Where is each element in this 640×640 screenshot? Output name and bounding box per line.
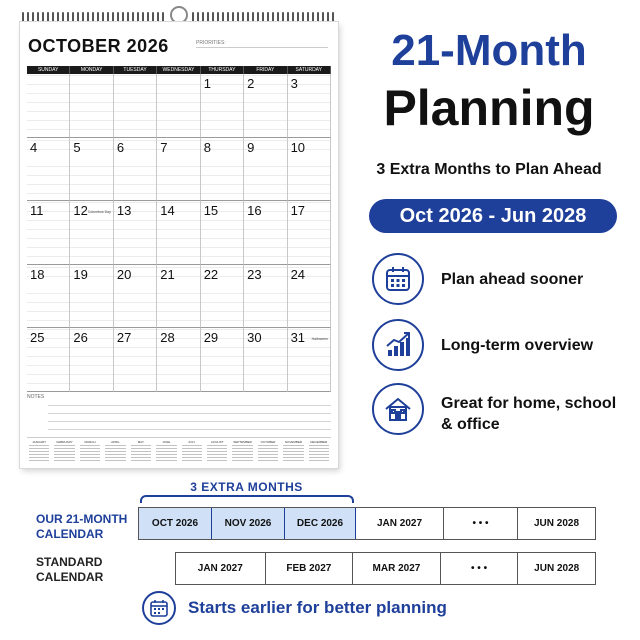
mini-month-days bbox=[232, 445, 252, 461]
month-cell: • • • bbox=[441, 553, 519, 584]
mini-month bbox=[307, 440, 331, 464]
mini-month-days bbox=[182, 445, 202, 461]
mini-month bbox=[205, 440, 229, 464]
day-number: 6 bbox=[116, 139, 125, 155]
extra-months-bracket bbox=[140, 495, 354, 503]
weekday-label: SATURDAY bbox=[288, 66, 331, 74]
day-number: 29 bbox=[203, 330, 219, 346]
mini-month bbox=[230, 440, 254, 464]
headline-subtitle: 3 Extra Months to Plan Ahead bbox=[376, 161, 602, 178]
day-number: 24 bbox=[290, 266, 306, 282]
weekday-label: SUNDAY bbox=[27, 66, 70, 74]
weekday-label: THURSDAY bbox=[201, 66, 244, 74]
month-cell: MAR 2027 bbox=[353, 553, 441, 584]
day-cell bbox=[201, 328, 244, 392]
day-cell bbox=[70, 201, 113, 265]
day-cell bbox=[288, 328, 331, 392]
wall-calendar bbox=[20, 22, 338, 468]
day-number: 5 bbox=[73, 139, 81, 155]
day-number: 14 bbox=[160, 203, 175, 219]
day-number: 2 bbox=[247, 76, 255, 91]
day-cell bbox=[157, 265, 200, 329]
mini-month-days bbox=[105, 445, 125, 461]
mini-month-name: DECEMBER bbox=[310, 440, 328, 444]
day-cell bbox=[244, 74, 287, 138]
day-cell bbox=[244, 138, 287, 202]
day-cell bbox=[201, 265, 244, 329]
day-number: 20 bbox=[116, 266, 132, 282]
day-cell bbox=[201, 138, 244, 202]
feature-text-line: Great for home, school & office bbox=[441, 395, 617, 433]
mini-month-days bbox=[283, 445, 303, 461]
headline-line2: Planning bbox=[383, 80, 595, 136]
mini-month-days bbox=[258, 445, 278, 461]
day-cell bbox=[288, 74, 331, 138]
mini-month-name: SEPTEMBER bbox=[233, 440, 252, 444]
feature-text bbox=[441, 393, 631, 435]
extra-months-label: 3 EXTRA MONTHS bbox=[190, 480, 303, 494]
weekday-label: WEDNESDAY bbox=[157, 66, 200, 74]
calendar-grid-icon bbox=[372, 253, 424, 305]
mini-month-days bbox=[156, 445, 176, 461]
mini-month bbox=[281, 440, 305, 464]
mini-month-days bbox=[207, 445, 227, 461]
day-number: 7 bbox=[160, 139, 168, 155]
feature-text: Long-term overview bbox=[441, 337, 594, 354]
weekday-label: MONDAY bbox=[70, 66, 113, 74]
standard-calendar-label-line2: CALENDAR bbox=[36, 570, 104, 584]
calendar-icon bbox=[142, 591, 176, 625]
our-calendar-label bbox=[36, 512, 127, 542]
day-cell bbox=[114, 201, 157, 265]
day-number: 22 bbox=[203, 266, 219, 282]
calendar-month-title: OCTOBER 2026 bbox=[28, 36, 169, 56]
day-number: 11 bbox=[30, 203, 44, 219]
weekday-label: FRIDAY bbox=[244, 66, 287, 74]
day-cell bbox=[27, 74, 70, 138]
mini-month bbox=[27, 440, 51, 464]
mini-month-days bbox=[131, 445, 151, 461]
day-cell bbox=[70, 138, 113, 202]
weekday-header bbox=[27, 66, 331, 74]
day-number: 18 bbox=[30, 266, 45, 282]
mini-month-name: JUNE bbox=[162, 440, 171, 444]
mini-month-name: JULY bbox=[188, 440, 196, 444]
day-cell bbox=[157, 201, 200, 265]
extra-month-cell: NOV 2026 bbox=[212, 508, 285, 539]
mini-month bbox=[256, 440, 280, 464]
day-cell bbox=[114, 138, 157, 202]
day-cell bbox=[244, 328, 287, 392]
mini-month-name: MARCH bbox=[84, 440, 96, 444]
mini-month-name: NOVEMBER bbox=[284, 440, 303, 444]
mini-month-days bbox=[29, 445, 49, 461]
day-cell bbox=[244, 265, 287, 329]
day-cell bbox=[157, 74, 200, 138]
holiday-label: Halloween bbox=[311, 337, 328, 342]
calendar-day-grid bbox=[27, 74, 331, 392]
our-calendar-label-line1: OUR 21-MONTH bbox=[36, 512, 128, 526]
day-number: 31 bbox=[290, 330, 306, 346]
day-number: 12 bbox=[73, 203, 88, 219]
standard-calendar-label-line1: STANDARD bbox=[36, 555, 103, 569]
day-number: 10 bbox=[290, 139, 306, 155]
day-number: 1 bbox=[203, 76, 211, 91]
day-cell bbox=[27, 265, 70, 329]
mini-month-name: OCTOBER bbox=[260, 440, 276, 444]
headline-line1: 21-Month bbox=[391, 26, 587, 75]
month-cell: JAN 2027 bbox=[356, 508, 444, 539]
day-number: 15 bbox=[203, 203, 219, 219]
day-number: 19 bbox=[73, 266, 88, 282]
day-number: 28 bbox=[160, 330, 175, 346]
day-number: 8 bbox=[203, 139, 211, 155]
day-cell bbox=[157, 138, 200, 202]
standard-calendar-label bbox=[36, 555, 103, 585]
month-cell: JAN 2027 bbox=[176, 553, 266, 584]
day-number: 16 bbox=[247, 203, 262, 219]
day-cell bbox=[27, 328, 70, 392]
mini-month-days bbox=[309, 445, 329, 461]
day-cell bbox=[70, 74, 113, 138]
day-number: 25 bbox=[30, 330, 45, 346]
day-cell bbox=[288, 138, 331, 202]
mini-month bbox=[52, 440, 76, 464]
day-cell bbox=[114, 265, 157, 329]
day-number: 23 bbox=[247, 266, 262, 282]
day-number: 27 bbox=[116, 330, 132, 346]
day-cell bbox=[114, 74, 157, 138]
mini-month-name: MAY bbox=[137, 440, 145, 444]
house-icon bbox=[372, 383, 424, 435]
day-cell bbox=[244, 201, 287, 265]
day-cell bbox=[157, 328, 200, 392]
day-number: 26 bbox=[73, 330, 88, 346]
day-cell bbox=[288, 265, 331, 329]
day-cell bbox=[27, 138, 70, 202]
mini-month bbox=[103, 440, 127, 464]
mini-month-days bbox=[80, 445, 100, 461]
mini-month-days bbox=[54, 445, 74, 461]
mini-year-calendar bbox=[27, 437, 331, 464]
mini-month-name: FEBRUARY bbox=[56, 440, 73, 444]
day-number: 17 bbox=[290, 203, 306, 219]
mini-month bbox=[154, 440, 178, 464]
day-number: 30 bbox=[247, 330, 262, 346]
day-cell bbox=[201, 201, 244, 265]
day-number: 4 bbox=[30, 139, 38, 155]
standard-calendar-bar bbox=[175, 552, 596, 585]
day-cell bbox=[201, 74, 244, 138]
notes-lines bbox=[48, 398, 331, 430]
day-number: 9 bbox=[247, 139, 255, 155]
extra-month-cell: DEC 2026 bbox=[285, 508, 356, 539]
mini-month-name: JANUARY bbox=[32, 440, 47, 444]
our-calendar-label-line2: CALENDAR bbox=[36, 527, 104, 541]
day-cell bbox=[70, 328, 113, 392]
mini-month bbox=[129, 440, 153, 464]
day-cell bbox=[288, 201, 331, 265]
mini-month bbox=[78, 440, 102, 464]
month-cell: FEB 2027 bbox=[266, 553, 354, 584]
day-number: 21 bbox=[160, 266, 175, 282]
footer-text: Starts earlier for better planning bbox=[188, 598, 447, 617]
month-cell: JUN 2028 bbox=[533, 518, 580, 529]
day-number: 3 bbox=[290, 76, 298, 91]
holiday-label: Columbus Day bbox=[87, 210, 111, 215]
feature-text: Plan ahead sooner bbox=[441, 271, 584, 288]
notes-label: NOTES bbox=[27, 394, 45, 400]
mini-month-name: AUGUST bbox=[210, 440, 224, 444]
day-number: 13 bbox=[116, 203, 132, 219]
date-range-pill: Oct 2026 - Jun 2028 bbox=[369, 199, 617, 233]
weekday-label: TUESDAY bbox=[114, 66, 157, 74]
day-cell bbox=[70, 265, 113, 329]
month-cell: • • • bbox=[444, 508, 518, 539]
mini-month-name: APRIL bbox=[111, 440, 120, 444]
mini-month bbox=[180, 440, 204, 464]
month-cell: JUN 2028 bbox=[534, 563, 580, 574]
priorities-label: PRIORITIES: bbox=[196, 40, 328, 48]
day-cell bbox=[114, 328, 157, 392]
extra-month-cell: OCT 2026 bbox=[139, 508, 212, 539]
day-cell bbox=[27, 201, 70, 265]
our-calendar-bar bbox=[138, 507, 596, 540]
growth-chart-icon bbox=[372, 319, 424, 371]
